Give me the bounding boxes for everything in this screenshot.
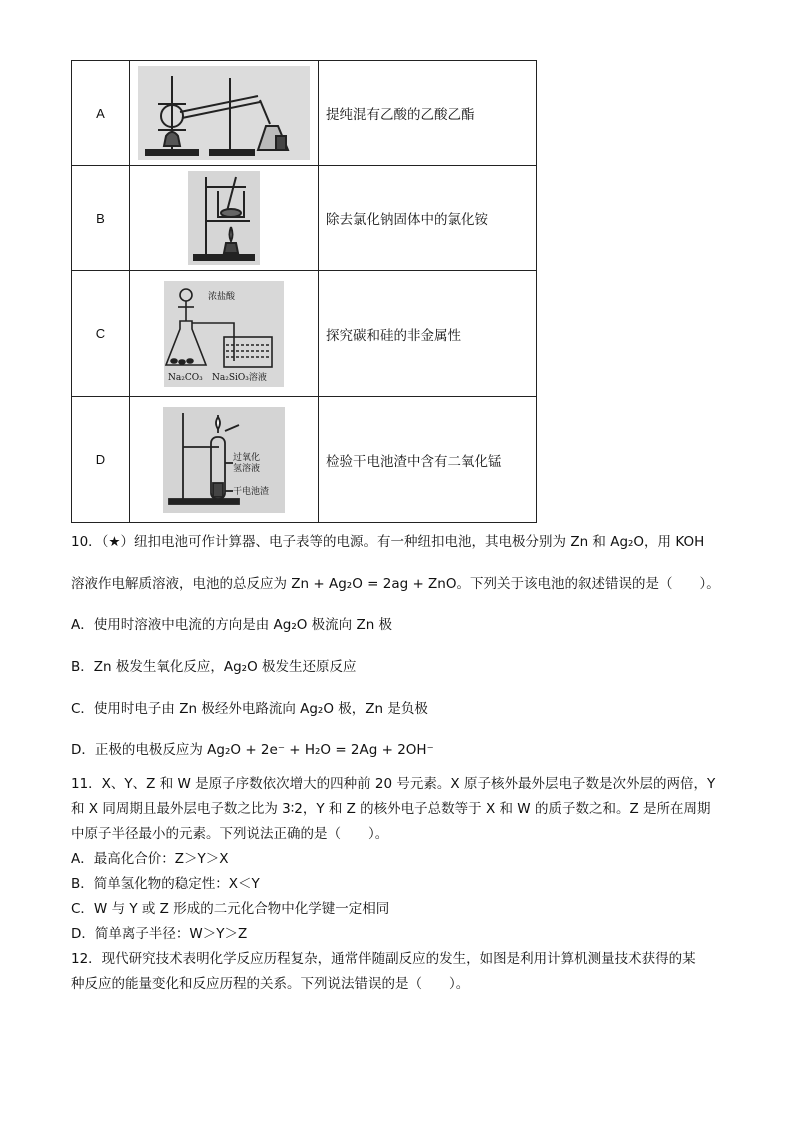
question-11-line-2: 和 X 同周期且最外层电子数之比为 3∶2，Y 和 Z 的核外电子总数等于 X 和 W 的质子数之和。Z 是所在周期	[71, 801, 711, 817]
option-description: 检验干电池渣中含有二氧化锰	[319, 397, 537, 523]
acid-label: 浓盐酸	[208, 291, 236, 302]
question-10-line-2: 溶液作电解质溶液，电池的总反应为 Zn + Ag₂O = 2ag + ZnO。下列关于该电池的叙述错误的是（ ）。	[71, 576, 720, 592]
question-10-line-1: 10．（★）纽扣电池可作计算器、电子表等的电源。有一种纽扣电池，其电极分别为 Zn 和 Ag₂O，用 KOH	[71, 534, 705, 550]
question-10-option-c: C．使用时电子由 Zn 极经外电路流向 Ag₂O 极，Zn 是负极	[71, 701, 428, 717]
residue-label: 干电池渣	[233, 486, 270, 497]
question-10-option-b: B．Zn 极发生氧化反应，Ag₂O 极发生还原反应	[71, 659, 357, 675]
question-10-option-a: A．使用时溶液中电流的方向是由 Ag₂O 极流向 Zn 极	[71, 617, 393, 633]
question-11-line-3: 中原子半径最小的元素。下列说法正确的是（ ）。	[71, 826, 389, 842]
table-row	[72, 61, 537, 166]
table-row	[72, 166, 537, 271]
question-10-option-d: D．正极的电极反应为 Ag₂O + 2e⁻ + H₂O = 2Ag + 2OH⁻	[71, 742, 434, 758]
figure-cell	[130, 166, 319, 271]
question-11-option-d: D．简单离子半径：W＞Y＞Z	[71, 926, 248, 942]
row-label: B	[72, 166, 130, 271]
question-11-option-c: C．W 与 Y 或 Z 形成的二元化合物中化学键一定相同	[71, 901, 390, 917]
distillation-apparatus-image	[138, 66, 310, 160]
reagent-label-2: 氢溶液	[233, 463, 261, 474]
beaker-label: Na₂SiO₃溶液	[212, 372, 267, 383]
question-12-line-1: 12．现代研究技术表明化学反应历程复杂，通常伴随副反应的发生，如图是利用计算机测量技术获得的某	[71, 951, 696, 967]
option-description: 提纯混有乙酸的乙酸乙酯	[319, 61, 537, 166]
question-11-option-b: B．简单氢化物的稳定性：X＜Y	[71, 876, 260, 892]
figure-cell	[130, 397, 319, 523]
row-label: C	[72, 271, 130, 397]
reagent-label-1: 过氧化	[233, 452, 261, 463]
table-row	[72, 271, 537, 397]
gas-generation-apparatus-image	[164, 281, 284, 387]
table-row	[72, 397, 537, 523]
figure-cell	[130, 271, 319, 397]
heating-beaker-apparatus-image	[188, 171, 260, 265]
option-description: 探究碳和硅的非金属性	[319, 271, 537, 397]
test-tube-apparatus-image	[163, 407, 285, 513]
flask-label: Na₂CO₃	[168, 372, 203, 383]
question-12-line-2: 种反应的能量变化和反应历程的关系。下列说法错误的是（ ）。	[71, 976, 470, 992]
figure-cell	[130, 61, 319, 166]
question-11-option-a: A．最高化合价：Z＞Y＞X	[71, 851, 229, 867]
row-label: D	[72, 397, 130, 523]
options-table	[71, 60, 537, 523]
option-description: 除去氯化钠固体中的氯化铵	[319, 166, 537, 271]
row-label: A	[72, 61, 130, 166]
question-11-line-1: 11．X、Y、Z 和 W 是原子序数依次增大的四种前 20 号元素。X 原子核外最外层电子数是次外层的两倍，Y	[71, 776, 716, 792]
